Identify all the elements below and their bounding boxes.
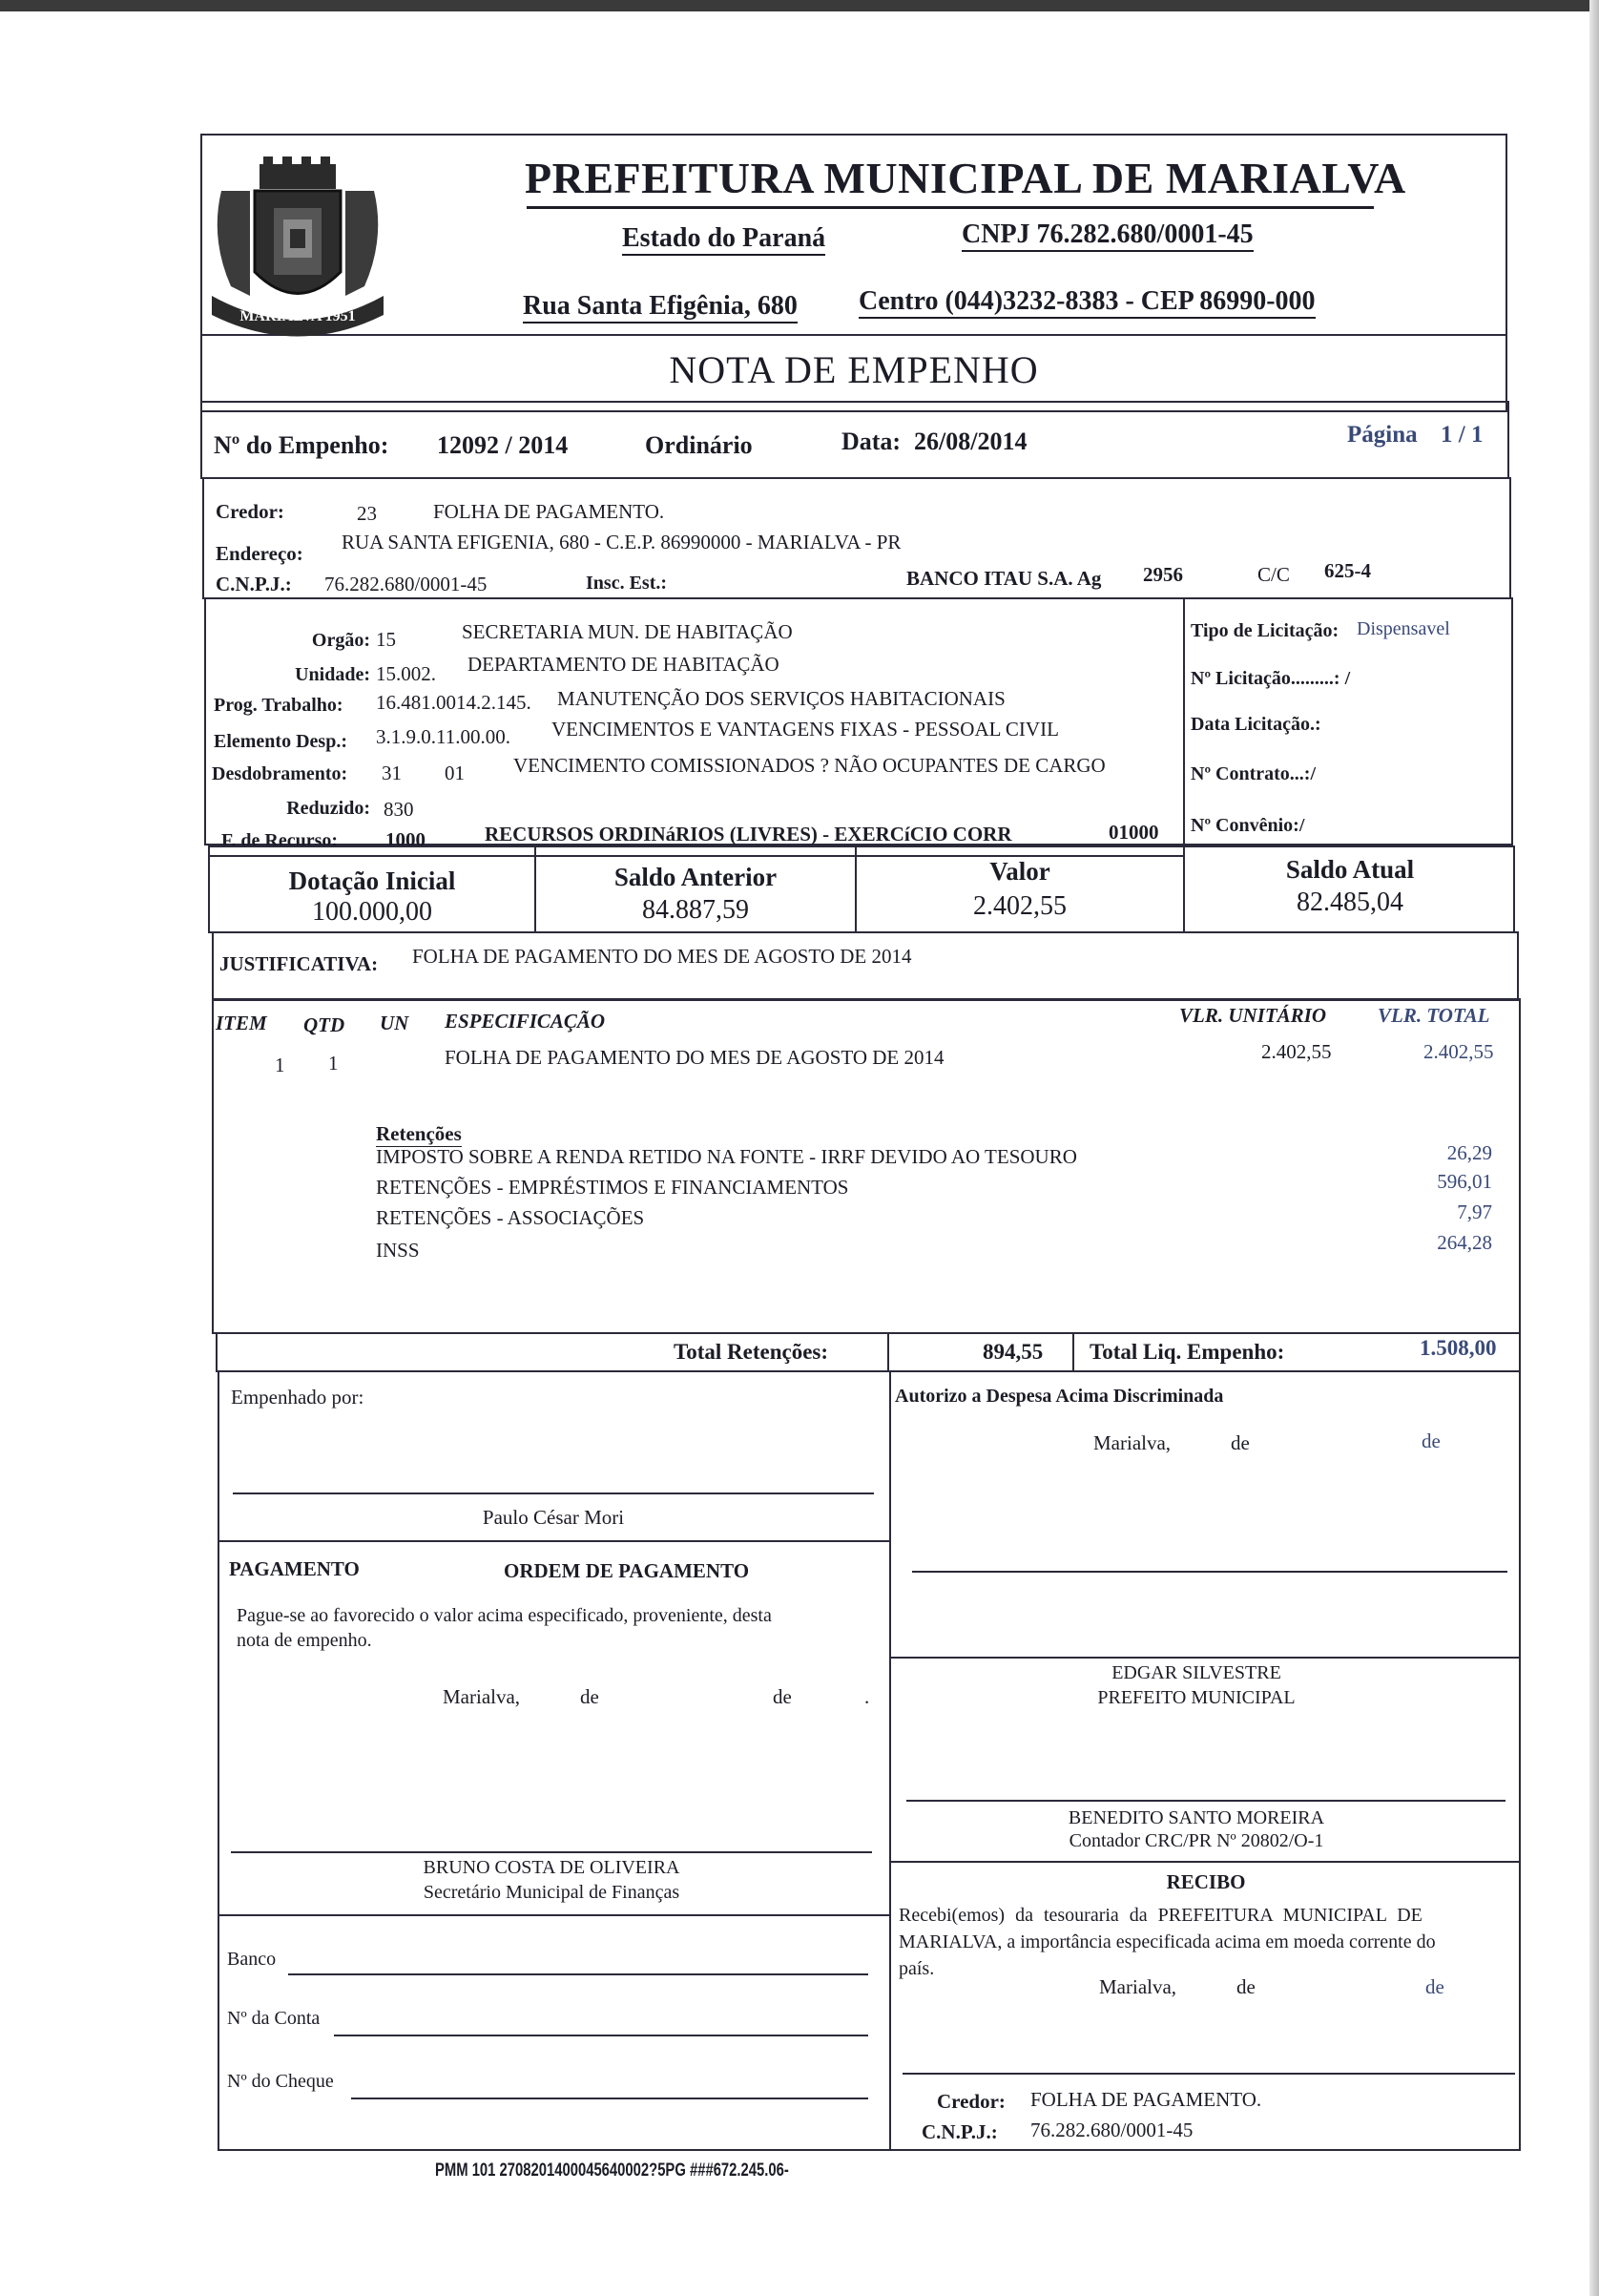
prog-code: 16.481.0014.2.145.	[376, 691, 531, 714]
empenho-number: 12092 / 2014	[437, 431, 569, 459]
cc-value: 625-4	[1324, 559, 1371, 582]
endereco-value: RUA SANTA EFIGENIA, 680 - C.E.P. 86990000 - MARIALVA - PR	[342, 531, 902, 553]
col-header-total-value: VLR. TOTAL	[1378, 1004, 1490, 1027]
secretario-name: BRUNO COSTA DE OLIVEIRA	[423, 1857, 680, 1878]
saldo-atual-label: Saldo Atual	[1285, 855, 1415, 884]
orgao-label: Orgão:	[311, 630, 370, 651]
licitacao-number: Nº Licitação.........: /	[1191, 668, 1351, 689]
creditor-cnpj-label: C.N.P.J.:	[216, 573, 292, 595]
header-address: Rua Santa Efigênia, 680	[523, 291, 798, 324]
justificativa-label: JUSTIFICATIVA:	[219, 952, 379, 975]
banco-label: Banco	[227, 1949, 277, 1970]
empenho-number-label: Nº do Empenho:	[214, 431, 389, 459]
pagamento-de-2: de	[773, 1685, 792, 1708]
contador-title: Contador CRC/PR Nº 20802/O-1	[1069, 1830, 1324, 1851]
crest-ribbon-text: MARIALVA 1951	[239, 308, 356, 324]
recibo-line-1: Recebi(emos) da tesouraria da PREFEITURA MUNICIPAL DE	[899, 1905, 1422, 1926]
recibo-place: Marialva,	[1099, 1975, 1177, 1998]
desdobramento-label: Desdobramento:	[212, 763, 348, 784]
saldo-anterior-label: Saldo Anterior	[613, 863, 778, 891]
reduzido-label: Reduzido:	[286, 798, 370, 819]
bank-agency: 2956	[1143, 563, 1183, 586]
header-contact: Centro (044)3232-8383 - CEP 86990-000	[859, 286, 1316, 319]
recibo-line-2: MARIALVA, a importância especificada acima em moeda corrente do	[899, 1931, 1436, 1952]
recibo-credor-label: Credor:	[937, 2090, 1006, 2113]
contador-name: BENEDITO SANTO MOREIRA	[1068, 1807, 1325, 1828]
recibo-line-3: país.	[899, 1958, 935, 1979]
desdobramento-sub: 01	[445, 762, 465, 784]
col-header-un: UN	[380, 1012, 409, 1034]
row-item: 1	[275, 1054, 285, 1076]
autorizo-de-2: de	[1422, 1430, 1441, 1452]
empenho-date-label: Data:	[841, 428, 902, 455]
recibo-cnpj-label: C.N.P.J.:	[922, 2120, 998, 2143]
totals-box	[216, 1332, 1521, 1372]
endereco-label: Endereço:	[216, 542, 303, 565]
autorizo-place: Marialva,	[1093, 1431, 1172, 1454]
pague-se-line-1: Pague-se ao favorecido o valor acima especificado, proveniente, desta	[237, 1605, 772, 1626]
total-liquido-value: 1.508,00	[1420, 1336, 1497, 1360]
empenho-date: 26/08/2014	[914, 428, 1028, 455]
empenho-type: Ordinário	[645, 431, 753, 459]
empenhado-por-label: Empenhado por:	[231, 1386, 364, 1409]
row-unit-value: 2.402,55	[1261, 1040, 1332, 1063]
prefeito-title: PREFEITO MUNICIPAL	[1097, 1687, 1296, 1708]
header-cnpj: CNPJ 76.282.680/0001-45	[962, 219, 1254, 252]
pagamento-de-1: de	[580, 1685, 599, 1708]
unidade-name: DEPARTAMENTO DE HABITAÇÃO	[467, 653, 779, 676]
retencao-irrf-label: IMPOSTO SOBRE A RENDA RETIDO NA FONTE - IRRF DEVIDO AO TESOURO	[376, 1145, 1077, 1168]
retencao-inss-label: INSS	[376, 1239, 420, 1262]
creditor-cnpj: 76.282.680/0001-45	[324, 573, 488, 595]
total-retencoes-value: 894,55	[983, 1340, 1044, 1364]
prog-name: MANUTENÇÃO DOS SERVIÇOS HABITACIONAIS	[557, 687, 1006, 710]
row-total-value: 2.402,55	[1423, 1040, 1494, 1063]
prefeito-name: EDGAR SILVESTRE	[1111, 1662, 1281, 1683]
convenio-number: Nº Convênio:/	[1191, 815, 1305, 836]
recibo-title: RECIBO	[1166, 1870, 1246, 1893]
scan-top-edge	[0, 0, 1599, 11]
row-qtd: 1	[328, 1052, 339, 1075]
prog-label: Prog. Trabalho:	[214, 695, 343, 716]
cheque-field[interactable]	[351, 2098, 868, 2099]
retencoes-title: Retenções	[376, 1122, 462, 1145]
row-spec: FOLHA DE PAGAMENTO DO MES DE AGOSTO DE 2014	[445, 1046, 945, 1069]
elemento-label: Elemento Desp.:	[214, 731, 347, 752]
pagamento-label: PAGAMENTO	[229, 1557, 360, 1580]
banco-field[interactable]	[288, 1973, 868, 1975]
retencao-associacoes-value: 7,97	[1457, 1200, 1492, 1223]
cheque-label: Nº do Cheque	[227, 2071, 334, 2092]
conta-field[interactable]	[334, 2035, 868, 2036]
recibo-cnpj: 76.282.680/0001-45	[1030, 2119, 1194, 2141]
scan-right-edge	[1589, 0, 1599, 2296]
saldo-atual-value: 82.485,04	[1297, 887, 1403, 917]
retencao-inss-value: 264,28	[1437, 1231, 1492, 1254]
footer-code: PMM 101 2708201400045640002?5PG ###672.245.06-	[435, 2160, 789, 2181]
desdobramento-code: 31	[382, 762, 402, 784]
recurso-number: 01000	[1109, 821, 1159, 844]
reduzido-value: 830	[384, 798, 414, 821]
credor-label: Credor:	[216, 500, 284, 523]
recurso-code: 1000	[385, 828, 426, 851]
credor-code: 23	[357, 502, 377, 525]
page-label: Página	[1347, 422, 1418, 448]
retencao-irrf-value: 26,29	[1446, 1141, 1492, 1164]
cc-label: C/C	[1257, 563, 1290, 586]
recurso-name: RECURSOS ORDINáRIOS (LIVRES) - EXERCíCIO CORR	[485, 823, 1012, 845]
valor-value: 2.402,55	[973, 891, 1067, 921]
justificativa-text: FOLHA DE PAGAMENTO DO MES DE AGOSTO DE 2014	[412, 945, 912, 968]
secretario-title: Secretário Municipal de Finanças	[423, 1882, 680, 1903]
total-liquido-label: Total Liq. Empenho:	[1090, 1340, 1285, 1364]
col-header-spec: ESPECIFICAÇÃO	[445, 1010, 606, 1033]
unidade-label: Unidade:	[295, 664, 370, 685]
dotacao-value: 100.000,00	[312, 897, 432, 927]
pague-se-line-2: nota de empenho.	[237, 1630, 372, 1651]
orgao-name: SECRETARIA MUN. DE HABITAÇÃO	[462, 620, 793, 643]
conta-label: Nº da Conta	[227, 2008, 321, 2029]
empenhado-por-name: Paulo César Mori	[482, 1506, 625, 1529]
col-header-qtd: QTD	[303, 1013, 345, 1036]
total-retencoes-label: Total Retenções:	[674, 1340, 829, 1364]
tipo-licitacao-label: Tipo de Licitação:	[1191, 620, 1339, 641]
page-number: 1 / 1	[1441, 422, 1484, 448]
orgao-code: 15	[376, 628, 396, 651]
credor-name: FOLHA DE PAGAMENTO.	[433, 500, 665, 523]
retencao-emprestimos-value: 596,01	[1437, 1170, 1492, 1193]
municipality-title: PREFEITURA MUNICIPAL DE MARIALVA	[525, 154, 1406, 202]
pagamento-period: .	[864, 1685, 870, 1708]
dotacao-label: Dotação Inicial	[288, 866, 456, 895]
recibo-de-1: de	[1236, 1975, 1256, 1998]
state-name: Estado do Paraná	[622, 223, 825, 256]
elemento-name: VENCIMENTOS E VANTAGENS FIXAS - PESSOAL CIVIL	[551, 718, 1059, 741]
retencao-associacoes-label: RETENÇÕES - ASSOCIAÇÕES	[376, 1206, 645, 1229]
saldo-anterior-value: 84.887,59	[642, 895, 749, 925]
recurso-label: F. de Recurso:	[221, 830, 339, 851]
tipo-licitacao-value: Dispensavel	[1357, 618, 1450, 639]
ordem-pagamento-label: ORDEM DE PAGAMENTO	[504, 1559, 750, 1582]
recibo-de-2: de	[1425, 1975, 1444, 1998]
valor-label: Valor	[989, 857, 1050, 886]
bank-name: BANCO ITAU S.A. Ag	[906, 567, 1102, 590]
document-title: NOTA DE EMPENHO	[669, 348, 1039, 391]
unidade-code: 15.002.	[376, 662, 436, 685]
retencao-emprestimos-label: RETENÇÕES - EMPRÉSTIMOS E FINANCIAMENTOS	[376, 1176, 849, 1199]
data-licitacao: Data Licitação.:	[1191, 714, 1321, 735]
pagamento-place: Marialva,	[443, 1685, 521, 1708]
municipal-crest-icon	[202, 153, 393, 353]
desdobramento-name: VENCIMENTO COMISSIONADOS ? NÃO OCUPANTES DE CARGO	[513, 754, 1106, 777]
elemento-code: 3.1.9.0.11.00.00.	[376, 725, 510, 748]
autorizo-de-1: de	[1231, 1431, 1250, 1454]
autorizo-label: Autorizo a Despesa Acima Discriminada	[895, 1386, 1224, 1407]
insc-est-label: Insc. Est.:	[586, 573, 668, 594]
col-header-unit-value: VLR. UNITÁRIO	[1179, 1004, 1327, 1027]
recibo-credor-name: FOLHA DE PAGAMENTO.	[1030, 2088, 1262, 2111]
col-header-item: ITEM	[216, 1012, 267, 1034]
contrato-number: Nº Contrato...:/	[1191, 763, 1317, 784]
